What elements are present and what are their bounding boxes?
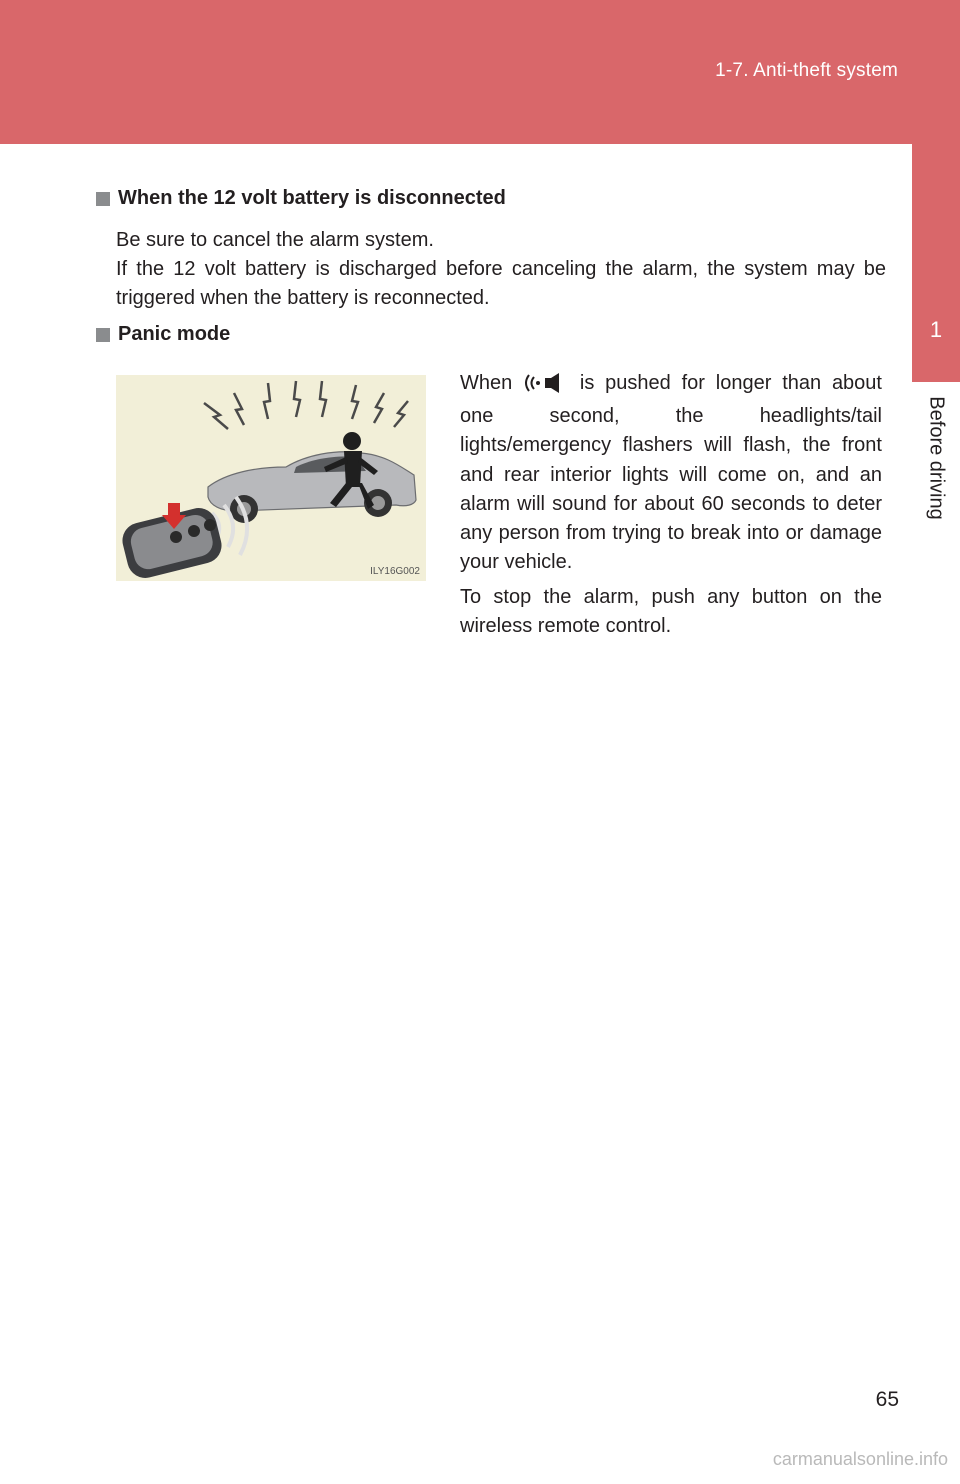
battery-heading-text: When the 12 volt battery is disconnected: [118, 187, 506, 209]
section-title: 1-7. Anti-theft system: [715, 60, 898, 81]
panic-heading-text: Panic mode: [118, 323, 231, 345]
chapter-label: Before driving: [925, 396, 948, 520]
battery-line-1: Be sure to cancel the alarm system.: [116, 229, 434, 251]
battery-heading: [96, 187, 506, 210]
car-alarm-illustration-icon: [116, 375, 426, 581]
square-bullet-icon: [96, 328, 110, 342]
panic-text-rest: is pushed for longer than about one second, the headlights/tail lights/emergency flashers will flash, the front and rear interior lights will come on, and an alarm will sound for about 60 seconds to deter any person from trying to break into or damage your vehicle.: [460, 372, 882, 574]
panic-button-icon: [523, 373, 569, 402]
watermark: carmanualsonline.info: [772, 1449, 948, 1469]
panic-text-start: When: [460, 372, 513, 394]
panic-description: [460, 369, 882, 577]
chapter-tab: [912, 144, 960, 382]
header-bar: [0, 0, 960, 144]
chapter-number: 1: [929, 317, 943, 342]
figure-code: ILY16G002: [370, 566, 420, 577]
panic-illustration: [116, 375, 426, 581]
panic-stop-text: To stop the alarm, push any button on the wireless remote control.: [460, 586, 882, 638]
square-bullet-icon: [96, 192, 110, 206]
page-number: 65: [875, 1388, 899, 1411]
battery-line-2: If the 12 volt battery is discharged before canceling the alarm, the system may be triggered when the battery is reconnected.: [116, 258, 886, 309]
panic-heading: [96, 323, 230, 346]
